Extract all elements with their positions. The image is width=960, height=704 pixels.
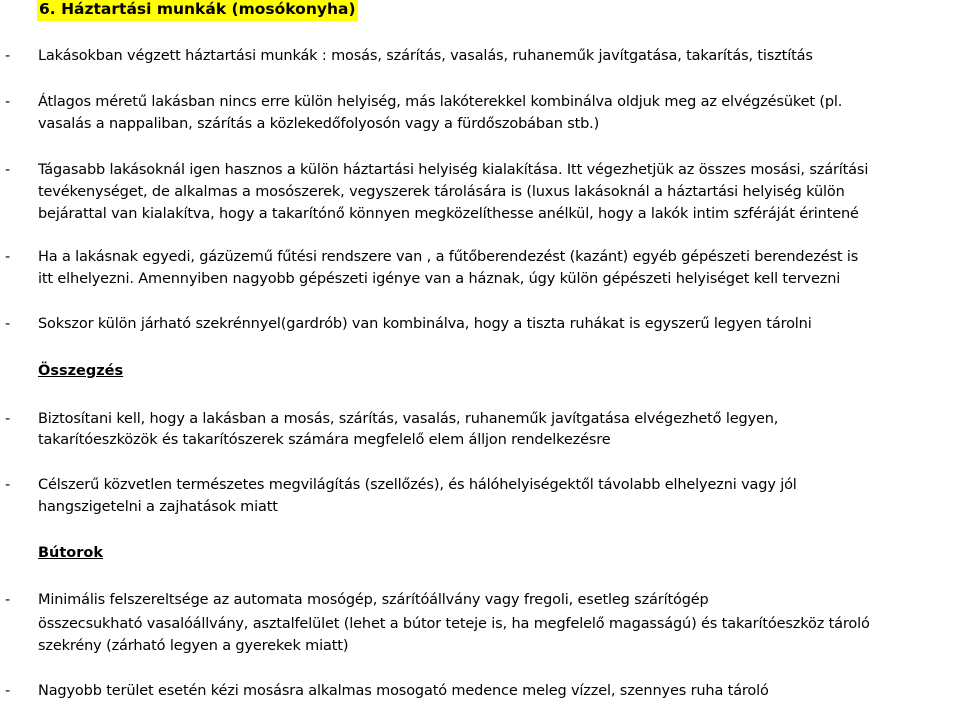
text-line: bejárattal van kialakítva, hogy a takarítónő könnyen megközelíthesse anélkül, hogy a lakók intim szféráját érintené <box>38 206 859 222</box>
bullet-dash: - <box>5 477 11 493</box>
text-line: Sokszor külön járható szekrénnyel(gardrób) van kombinálva, hogy a tiszta ruhákat is egyszerű legyen tárolni <box>38 316 812 332</box>
furniture-heading: Bútorok <box>38 545 104 561</box>
text-line: itt elhelyezni. Amennyiben nagyobb gépészeti igénye van a háznak, úgy külön gépészeti helyiséget kell tervezni <box>38 271 841 287</box>
text-line: hangszigetelni a zajhatások miatt <box>38 499 278 515</box>
bullet-dash: - <box>5 411 11 427</box>
text-line: Lakásokban végzett háztartási munkák : mosás, szárítás, vasalás, ruhaneműk javítgatása, takarítás, tisztítás <box>38 48 813 64</box>
text-line: Minimális felszereltsége az automata mosógép, szárítóállvány vagy fregoli, esetleg szárítógép <box>38 592 709 608</box>
text-line: Célszerű közvetlen természetes megvilágítás (szellőzés), és hálóhelyiségektől távolabb elhelyezni vagy jól <box>38 477 797 493</box>
bullet-dash: - <box>5 162 11 178</box>
bullet-dash: - <box>5 592 11 608</box>
text-line: Ha a lakásnak egyedi, gázüzemű fűtési rendszere van , a fűtőberendezést (kazánt) egyéb gépészeti berendezést is <box>38 249 859 265</box>
text-line: szekrény (zárható legyen a gyerekek miatt) <box>38 638 349 654</box>
section-title: 6. Háztartási munkák (mosókonyha) <box>37 0 358 21</box>
text-line: Nagyobb terület esetén kézi mosásra alkalmas mosogató medence meleg vízzel, szennyes ruha tároló <box>38 683 769 699</box>
text-line: tevékenységet, de alkalmas a mosószerek, vegyszerek tárolására is (luxus lakásoknál a háztartási helyiség külön <box>38 184 845 200</box>
text-line: takarítóeszközök és takarítószerek számára megfelelő elem álljon rendelkezésre <box>38 432 611 448</box>
summary-heading: Összegzés <box>38 363 124 379</box>
bullet-dash: - <box>5 316 11 332</box>
bullet-dash: - <box>5 48 11 64</box>
bullet-dash: - <box>5 94 11 110</box>
bullet-dash: - <box>5 683 11 699</box>
text-line: Biztosítani kell, hogy a lakásban a mosás, szárítás, vasalás, ruhaneműk javítgatása elvégezhető legyen, <box>38 411 779 427</box>
text-line: Tágasabb lakásoknál igen hasznos a külön háztartási helyiség kialakítása. Itt végezhetjük az összes mosási, szárítási <box>38 162 869 178</box>
text-line: Átlagos méretű lakásban nincs erre külön helyiség, más lakóterekkel kombinálva oldjuk meg az elvégzésüket (pl. <box>38 94 843 110</box>
text-line: vasalás a nappaliban, szárítás a közlekedőfolyosón vagy a fürdőszobában stb.) <box>38 116 600 132</box>
text-line: összecsukható vasalóállvány, asztalfelület (lehet a bútor teteje is, ha megfelelő magasságú) és takarítóeszköz tároló <box>38 616 870 632</box>
bullet-dash: - <box>5 249 11 265</box>
